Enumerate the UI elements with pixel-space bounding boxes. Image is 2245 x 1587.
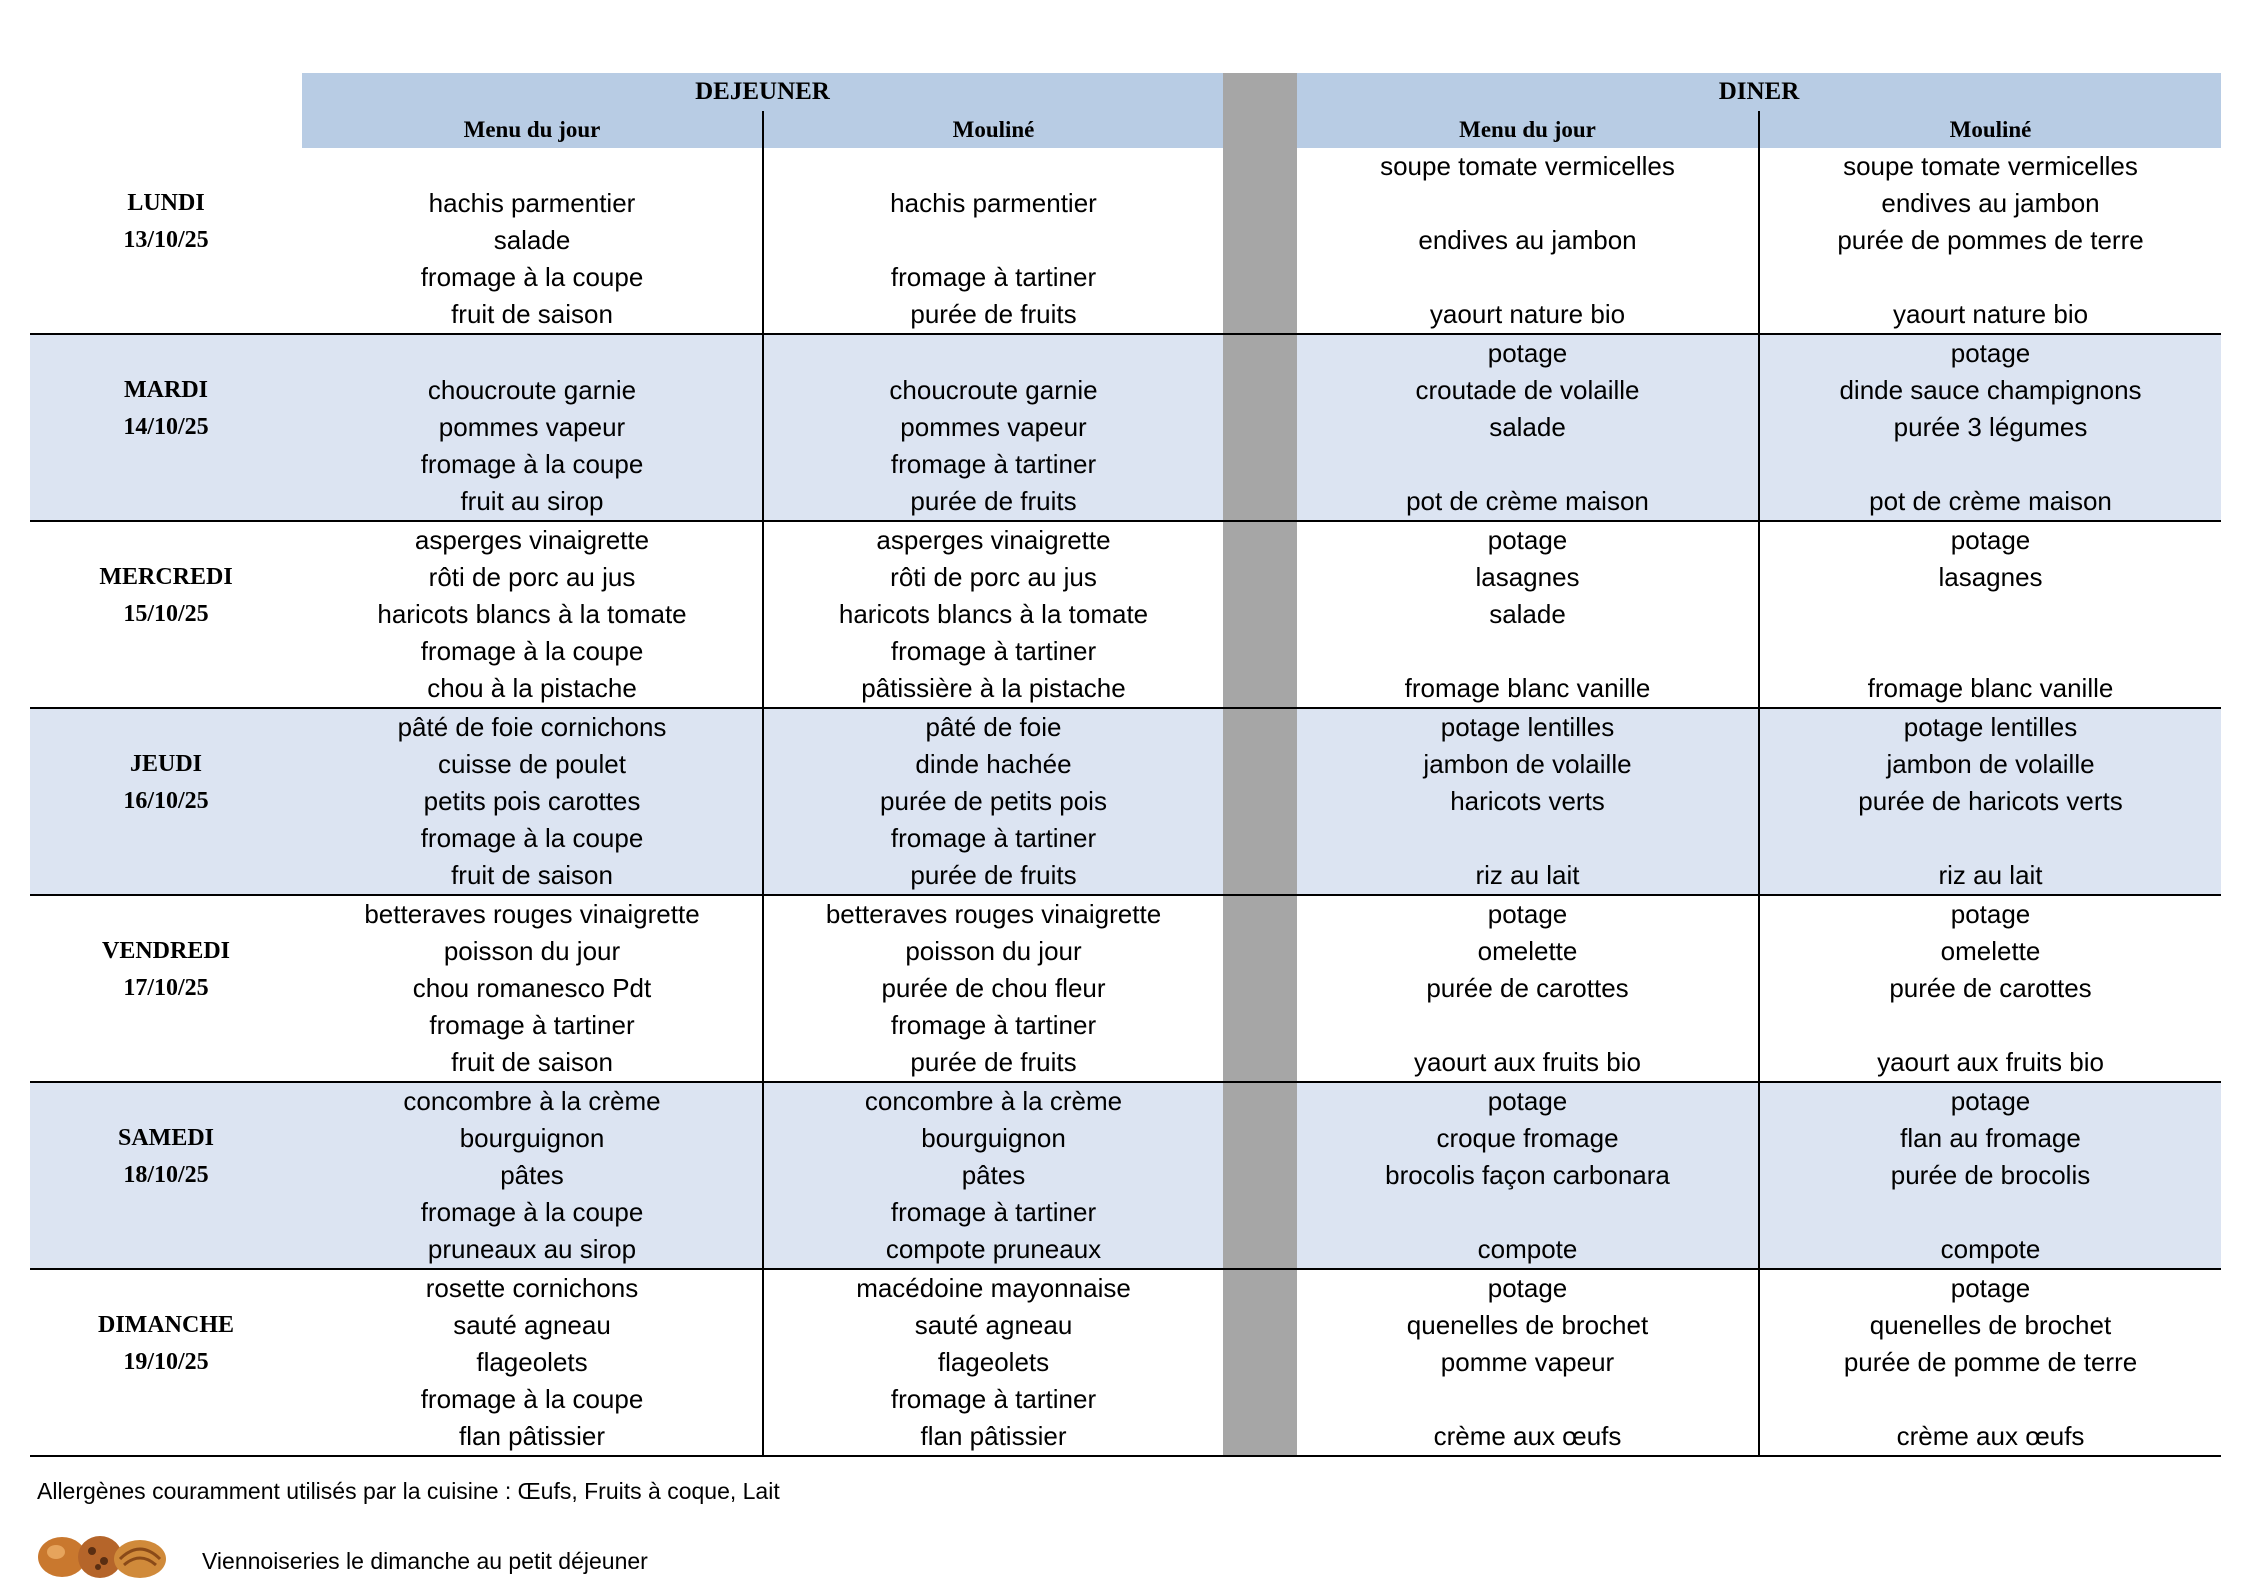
menu-item bbox=[764, 335, 1223, 372]
menu-item: pâtes bbox=[500, 1160, 564, 1190]
lunch-mouline-cell bbox=[763, 521, 1223, 708]
menu-item: fruit de saison bbox=[451, 860, 613, 890]
menu-item: lasagnes bbox=[1475, 562, 1580, 592]
menu-item: purée de fruits bbox=[910, 486, 1077, 516]
weekly-menu-table bbox=[30, 73, 2221, 1457]
menu-item: fromage blanc vanille bbox=[1867, 673, 2114, 703]
menu-item: quenelles de brochet bbox=[1869, 1310, 2112, 1340]
menu-item: pâté de foie cornichons bbox=[397, 712, 667, 742]
menu-item bbox=[1760, 259, 2221, 296]
menu-item bbox=[302, 148, 762, 185]
day-spacer bbox=[30, 148, 302, 185]
menu-item: fromage à la coupe bbox=[420, 823, 644, 853]
menu-item: compote pruneaux bbox=[885, 1234, 1102, 1264]
day-row-lundi bbox=[30, 148, 2221, 334]
menu-item: jambon de volaille bbox=[1423, 749, 1632, 779]
dinner-mouline-cell bbox=[1759, 521, 2221, 708]
menu-item: riz au lait bbox=[1938, 860, 2043, 890]
day-label-cell bbox=[30, 148, 302, 334]
menu-item: flan pâtissier bbox=[920, 1421, 1067, 1451]
day-row-mercredi bbox=[30, 521, 2221, 708]
menu-item: purée de brocolis bbox=[1890, 1160, 2091, 1190]
menu-item: purée de pomme de terre bbox=[1843, 1347, 2138, 1377]
menu-item: purée de haricots verts bbox=[1858, 786, 2123, 816]
lunch-mouline-cell bbox=[763, 1082, 1223, 1269]
menu-item: jambon de volaille bbox=[1886, 749, 2095, 779]
column-header-row bbox=[30, 111, 2221, 148]
menu-item: purée de fruits bbox=[910, 1047, 1077, 1077]
menu-item bbox=[764, 222, 1223, 259]
day-name: MARDI bbox=[124, 377, 208, 403]
menu-item: potage bbox=[1950, 338, 2031, 368]
menu-item: potage lentilles bbox=[1903, 712, 2078, 742]
meal-separator bbox=[1223, 708, 1297, 895]
dinner-menu-cell bbox=[1297, 148, 1759, 334]
day-label-cell bbox=[30, 708, 302, 895]
day-spacer bbox=[30, 1418, 302, 1455]
lunch-mouline-cell bbox=[763, 148, 1223, 334]
menu-item: purée de carottes bbox=[1889, 973, 2092, 1003]
lunch-mouline-header: Mouliné bbox=[763, 111, 1223, 148]
dinner-menu-cell bbox=[1297, 895, 1759, 1082]
day-date: 19/10/25 bbox=[123, 1349, 209, 1375]
header-corner bbox=[30, 73, 302, 111]
day-name: VENDREDI bbox=[101, 938, 230, 964]
menu-item: yaourt nature bio bbox=[1429, 299, 1626, 329]
menu-item: rôti de porc au jus bbox=[428, 562, 636, 592]
menu-item bbox=[1297, 1194, 1758, 1231]
day-spacer bbox=[30, 896, 302, 933]
lunch-menu-cell bbox=[302, 895, 763, 1082]
day-row-mardi bbox=[30, 334, 2221, 521]
menu-item bbox=[1297, 1381, 1758, 1418]
day-spacer bbox=[30, 1007, 302, 1044]
menu-item: dinde sauce champignons bbox=[1839, 375, 2142, 405]
menu-item bbox=[1760, 1381, 2221, 1418]
menu-item bbox=[1760, 1007, 2221, 1044]
menu-item: fromage à la coupe bbox=[420, 1384, 644, 1414]
day-spacer bbox=[30, 857, 302, 894]
menu-item: chou à la pistache bbox=[427, 673, 637, 703]
day-spacer bbox=[30, 1044, 302, 1081]
day-spacer bbox=[30, 1381, 302, 1418]
day-spacer bbox=[30, 483, 302, 520]
menu-item: fromage à la coupe bbox=[420, 262, 644, 292]
lunch-menu-cell bbox=[302, 1269, 763, 1456]
dinner-menu-cell bbox=[1297, 1269, 1759, 1456]
day-date: 14/10/25 bbox=[123, 414, 209, 440]
day-spacer bbox=[30, 522, 302, 559]
menu-item: sauté agneau bbox=[453, 1310, 611, 1340]
menu-item: pot de crème maison bbox=[1406, 486, 1649, 516]
dinner-mouline-cell bbox=[1759, 1082, 2221, 1269]
menu-item: croutade de volaille bbox=[1415, 375, 1640, 405]
day-name: LUNDI bbox=[127, 190, 205, 216]
menu-item: purée de pommes de terre bbox=[1837, 225, 2144, 255]
menu-item: chou romanesco Pdt bbox=[412, 973, 652, 1003]
menu-item bbox=[302, 335, 762, 372]
menu-item: brocolis façon carbonara bbox=[1385, 1160, 1670, 1190]
dinner-menu-cell bbox=[1297, 708, 1759, 895]
menu-item: petits pois carottes bbox=[423, 786, 641, 816]
menu-item: fromage à la coupe bbox=[420, 1197, 644, 1227]
dinner-menu-du-jour-header: Menu du jour bbox=[1297, 111, 1759, 148]
meal-separator bbox=[1223, 895, 1297, 1082]
menu-item: concombre à la crème bbox=[864, 1086, 1123, 1116]
menu-item: salade bbox=[1489, 599, 1566, 629]
menu-item: salade bbox=[1489, 412, 1566, 442]
day-spacer bbox=[30, 633, 302, 670]
menu-item: betteraves rouges vinaigrette bbox=[825, 899, 1162, 929]
day-name: MERCREDI bbox=[99, 564, 233, 590]
menu-item: potage lentilles bbox=[1440, 712, 1615, 742]
menu-item: betteraves rouges vinaigrette bbox=[364, 899, 700, 929]
meal-separator bbox=[1223, 148, 1297, 334]
menu-item: macédoine mayonnaise bbox=[856, 1273, 1131, 1303]
dinner-menu-cell bbox=[1297, 521, 1759, 708]
menu-item bbox=[1760, 820, 2221, 857]
menu-item: purée de chou fleur bbox=[881, 973, 1106, 1003]
menu-item: salade bbox=[493, 225, 571, 255]
menu-item: asperges vinaigrette bbox=[414, 525, 650, 555]
menu-item: purée 3 légumes bbox=[1893, 412, 2088, 442]
menu-item: lasagnes bbox=[1938, 562, 2043, 592]
menu-item: potage bbox=[1950, 525, 2031, 555]
menu-item: rosette cornichons bbox=[425, 1273, 639, 1303]
day-label-cell bbox=[30, 334, 302, 521]
menu-item: yaourt aux fruits bio bbox=[1877, 1047, 2104, 1077]
menu-item: flan au fromage bbox=[1900, 1123, 2081, 1153]
dinner-mouline-cell bbox=[1759, 334, 2221, 521]
menu-item: purée de carottes bbox=[1426, 973, 1629, 1003]
menu-item: pommes vapeur bbox=[900, 412, 1087, 442]
menu-item: pot de crème maison bbox=[1869, 486, 2112, 516]
menu-item: quenelles de brochet bbox=[1406, 1310, 1649, 1340]
menu-item: sauté agneau bbox=[914, 1310, 1073, 1340]
menu-item: rôti de porc au jus bbox=[890, 562, 1097, 592]
dinner-mouline-cell bbox=[1759, 708, 2221, 895]
menu-body bbox=[30, 148, 2221, 1456]
menu-item: hachis parmentier bbox=[890, 188, 1097, 218]
lunch-menu-cell bbox=[302, 334, 763, 521]
menu-item bbox=[1760, 1194, 2221, 1231]
menu-item: fromage blanc vanille bbox=[1404, 673, 1651, 703]
menu-item: cuisse de poulet bbox=[438, 749, 626, 779]
day-name: SAMEDI bbox=[117, 1125, 214, 1151]
menu-item: fromage à tartiner bbox=[890, 1197, 1097, 1227]
allergens-note: Allergènes couramment utilisés par la cuisine : Œufs, Fruits à coque, Lait bbox=[37, 1478, 780, 1504]
day-row-samedi bbox=[30, 1082, 2221, 1269]
meal-separator bbox=[1223, 73, 1297, 148]
day-spacer bbox=[30, 709, 302, 746]
day-row-vendredi bbox=[30, 895, 2221, 1082]
day-date: 15/10/25 bbox=[123, 601, 209, 627]
day-spacer bbox=[30, 1270, 302, 1307]
menu-item bbox=[1297, 633, 1758, 670]
lunch-header: DEJEUNER bbox=[302, 73, 1223, 111]
menu-item: fruit de saison bbox=[451, 1047, 613, 1077]
lunch-mouline-cell bbox=[763, 1269, 1223, 1456]
menu-item: choucroute garnie bbox=[427, 375, 637, 405]
lunch-menu-cell bbox=[302, 521, 763, 708]
menu-item: yaourt nature bio bbox=[1892, 299, 2089, 329]
menu-item: potage bbox=[1950, 1086, 2031, 1116]
menu-item: fruit de saison bbox=[451, 299, 613, 329]
pastries-icon bbox=[32, 1527, 172, 1585]
menu-item: pâtes bbox=[961, 1160, 1026, 1190]
day-date: 18/10/25 bbox=[123, 1162, 209, 1188]
header-corner-lower bbox=[30, 111, 302, 148]
menu-item bbox=[1297, 820, 1758, 857]
day-spacer bbox=[30, 446, 302, 483]
menu-item: haricots blancs à la tomate bbox=[838, 599, 1149, 629]
menu-item: poisson du jour bbox=[443, 936, 621, 966]
day-spacer bbox=[30, 1083, 302, 1120]
day-spacer bbox=[30, 259, 302, 296]
day-row-dimanche bbox=[30, 1269, 2221, 1456]
menu-item: fromage à tartiner bbox=[890, 636, 1097, 666]
menu-item: potage bbox=[1950, 899, 2031, 929]
menu-item: croque fromage bbox=[1436, 1123, 1619, 1153]
menu-item: purée de fruits bbox=[910, 860, 1077, 890]
menu-item: potage bbox=[1487, 899, 1568, 929]
day-label-cell bbox=[30, 1269, 302, 1456]
menu-item bbox=[764, 148, 1223, 185]
lunch-menu-du-jour-header: Menu du jour bbox=[302, 111, 763, 148]
day-spacer bbox=[30, 335, 302, 372]
menu-item: flageolets bbox=[476, 1347, 588, 1377]
menu-item: pomme vapeur bbox=[1440, 1347, 1615, 1377]
menu-item bbox=[1297, 1007, 1758, 1044]
menu-item: flan pâtissier bbox=[459, 1421, 605, 1451]
menu-item: fromage à tartiner bbox=[890, 449, 1097, 479]
lunch-menu-cell bbox=[302, 1082, 763, 1269]
menu-item: potage bbox=[1487, 1086, 1568, 1116]
menu-item: compote bbox=[1940, 1234, 2041, 1264]
day-label-cell bbox=[30, 895, 302, 1082]
day-spacer bbox=[30, 820, 302, 857]
menu-item: asperges vinaigrette bbox=[876, 525, 1111, 555]
lunch-mouline-cell bbox=[763, 708, 1223, 895]
menu-item: concombre à la crème bbox=[403, 1086, 661, 1116]
menu-item: potage bbox=[1950, 1273, 2031, 1303]
menu-item: fromage à tartiner bbox=[890, 823, 1097, 853]
menu-item: purée de fruits bbox=[910, 299, 1077, 329]
day-date: 13/10/25 bbox=[123, 227, 209, 253]
menu-item: fromage à la coupe bbox=[420, 636, 644, 666]
menu-item bbox=[1760, 446, 2221, 483]
day-row-jeudi bbox=[30, 708, 2221, 895]
menu-item: purée de petits pois bbox=[880, 786, 1107, 816]
menu-item: crème aux œufs bbox=[1433, 1421, 1622, 1451]
menu-item: poisson du jour bbox=[905, 936, 1082, 966]
menu-item: soupe tomate vermicelles bbox=[1843, 151, 2138, 181]
day-label-cell bbox=[30, 521, 302, 708]
day-date: 16/10/25 bbox=[123, 788, 209, 814]
menu-item: compote bbox=[1477, 1234, 1578, 1264]
lunch-menu-cell bbox=[302, 148, 763, 334]
meal-separator bbox=[1223, 521, 1297, 708]
menu-item bbox=[1760, 596, 2221, 633]
menu-item: potage bbox=[1487, 525, 1568, 555]
menu-item: fromage à tartiner bbox=[890, 1384, 1097, 1414]
menu-item: fromage à tartiner bbox=[429, 1010, 635, 1040]
menu-item: omelette bbox=[1940, 936, 2041, 966]
day-spacer bbox=[30, 296, 302, 333]
day-spacer bbox=[30, 1194, 302, 1231]
menu-item bbox=[1760, 633, 2221, 670]
menu-item: potage bbox=[1487, 1273, 1568, 1303]
menu-item: soupe tomate vermicelles bbox=[1380, 151, 1675, 181]
menu-item: pâtissière à la pistache bbox=[861, 673, 1126, 703]
menu-item: pâté de foie bbox=[925, 712, 1062, 742]
meal-header-row bbox=[30, 73, 2221, 111]
day-date: 17/10/25 bbox=[123, 975, 209, 1001]
viennoiseries-note: Viennoiseries le dimanche au petit déjeuner bbox=[202, 1548, 648, 1574]
meal-separator bbox=[1223, 1082, 1297, 1269]
menu-item: haricots verts bbox=[1450, 786, 1605, 816]
menu-item: flageolets bbox=[937, 1347, 1050, 1377]
lunch-mouline-cell bbox=[763, 895, 1223, 1082]
dinner-mouline-cell bbox=[1759, 895, 2221, 1082]
menu-item: endives au jambon bbox=[1881, 188, 2100, 218]
menu-item: hachis parmentier bbox=[428, 188, 636, 218]
dinner-mouline-header: Mouliné bbox=[1759, 111, 2221, 148]
menu-item: choucroute garnie bbox=[889, 375, 1098, 405]
day-name: JEUDI bbox=[129, 751, 202, 777]
menu-item: riz au lait bbox=[1475, 860, 1580, 890]
menu-item: fromage à la coupe bbox=[420, 449, 644, 479]
dinner-menu-cell bbox=[1297, 1082, 1759, 1269]
menu-item: fromage à tartiner bbox=[890, 262, 1097, 292]
meal-separator bbox=[1223, 334, 1297, 521]
menu-item: haricots blancs à la tomate bbox=[377, 599, 687, 629]
menu-item: bourguignon bbox=[921, 1123, 1066, 1153]
menu-item: fromage à tartiner bbox=[890, 1010, 1097, 1040]
dinner-menu-cell bbox=[1297, 334, 1759, 521]
menu-item: omelette bbox=[1477, 936, 1578, 966]
dinner-header: DINER bbox=[1297, 73, 2221, 111]
menu-item: pruneaux au sirop bbox=[427, 1234, 637, 1264]
menu-item: crème aux œufs bbox=[1896, 1421, 2085, 1451]
menu-item: endives au jambon bbox=[1418, 225, 1637, 255]
menu-item: potage bbox=[1487, 338, 1568, 368]
menu-item: bourguignon bbox=[459, 1123, 605, 1153]
day-name: DIMANCHE bbox=[98, 1312, 234, 1338]
menu-item: dinde hachée bbox=[915, 749, 1072, 779]
menu-item: yaourt aux fruits bio bbox=[1414, 1047, 1641, 1077]
menu-item: pommes vapeur bbox=[438, 412, 626, 442]
menu-item bbox=[1297, 446, 1758, 483]
lunch-menu-cell bbox=[302, 708, 763, 895]
dinner-mouline-cell bbox=[1759, 1269, 2221, 1456]
menu-item bbox=[1297, 185, 1758, 222]
day-label-cell bbox=[30, 1082, 302, 1269]
menu-item: fruit au sirop bbox=[460, 486, 604, 516]
lunch-mouline-cell bbox=[763, 334, 1223, 521]
dinner-mouline-cell bbox=[1759, 148, 2221, 334]
day-spacer bbox=[30, 670, 302, 707]
menu-item bbox=[1297, 259, 1758, 296]
meal-separator bbox=[1223, 1269, 1297, 1456]
day-spacer bbox=[30, 1231, 302, 1268]
